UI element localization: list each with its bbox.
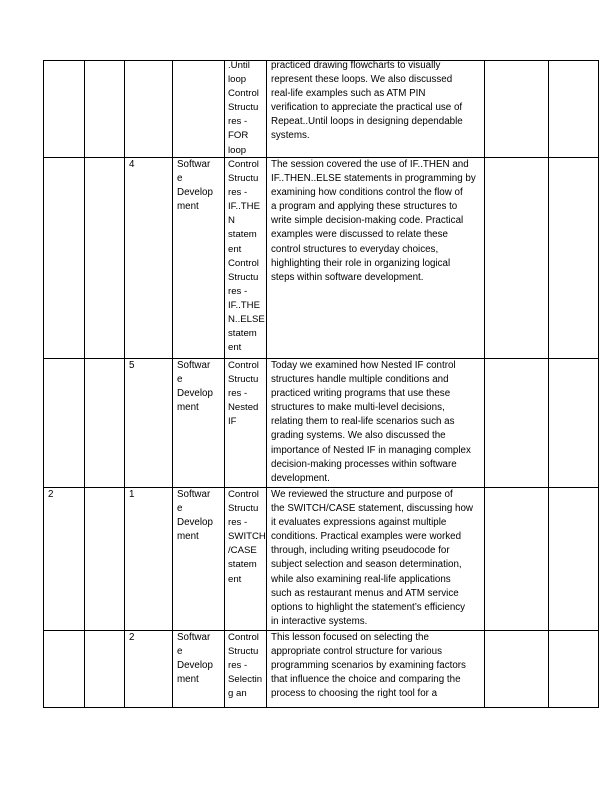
strand-cell xyxy=(173,359,225,488)
summary-text: This lesson focused on selecting the appropriate control structure for various programming scenarios by examining factors that influence the choice and comparing the process to choosing the right tool for a xyxy=(271,632,466,700)
blank-cell xyxy=(549,631,599,708)
blank-cell xyxy=(549,488,599,631)
blank-cell xyxy=(125,61,173,158)
week-number: 2 xyxy=(48,489,54,500)
blank-cell xyxy=(85,61,125,158)
blank-cell xyxy=(85,359,125,488)
lesson-number-cell xyxy=(125,631,173,708)
lesson-number-cell xyxy=(125,488,173,631)
strand-text: Softwar e Develop ment xyxy=(177,489,213,543)
lesson-number-cell xyxy=(125,158,173,359)
blank-cell xyxy=(549,158,599,359)
blank-cell xyxy=(85,631,125,708)
blank-cell xyxy=(44,158,85,359)
summary-text: The session covered the use of IF..THEN and IF..THEN..ELSE statements in programming by examining how conditions control the flow of a program and applying these structures to write simple decision-making code. Practical examples were discussed to relate these control structures to everyday choices, highlighting their role in organizing logical steps within software development. xyxy=(271,159,476,283)
blank-cell xyxy=(485,488,549,631)
lesson-number: 1 xyxy=(129,489,135,500)
blank-cell xyxy=(85,488,125,631)
blank-cell xyxy=(44,61,85,158)
lesson-number: 5 xyxy=(129,360,135,371)
topic-cell xyxy=(225,631,267,708)
topic-text: Control Structu res - SWITCH /CASE statem ent xyxy=(228,489,266,585)
topic-text: Control Structu res - IF..THE N statem ent Control Structu res - IF..THE N..ELSE statem ent xyxy=(228,159,265,354)
lesson-number: 2 xyxy=(129,632,135,643)
lesson-number: 4 xyxy=(129,159,135,170)
blank-cell xyxy=(549,61,599,158)
blank-cell xyxy=(485,61,549,158)
blank-cell xyxy=(485,158,549,359)
summary-text: Today we examined how Nested IF control structures handle multiple conditions and practiced writing programs that use these structures to make multi-level decisions, relating them to real-life scenarios such as grading systems. We also discussed the importance of Nested IF in managing complex decision-making processes within software development. xyxy=(271,360,471,484)
summary-cell xyxy=(267,61,485,158)
strand-text: Softwar e Develop ment xyxy=(177,159,213,213)
topic-text: Control Structu res - Selectin g an xyxy=(228,632,263,700)
topic-cell xyxy=(225,488,267,631)
summary-text: practiced drawing flowcharts to visually represent these loops. We also discussed real-life examples such as ATM PIN verification to appreciate the practical use of Repeat..Until loops in designing dependable systems. xyxy=(271,60,463,142)
blank-cell xyxy=(485,631,549,708)
week-cell xyxy=(44,488,85,631)
lesson-table xyxy=(43,60,599,708)
blank-cell xyxy=(549,359,599,488)
blank-cell xyxy=(485,359,549,488)
blank-cell xyxy=(44,359,85,488)
topic-cell xyxy=(225,61,267,158)
summary-cell xyxy=(267,158,485,359)
summary-cell xyxy=(267,631,485,708)
blank-cell xyxy=(85,158,125,359)
summary-text: We reviewed the structure and purpose of the SWITCH/CASE statement, discussing how it evaluates expressions against multiple conditions. Practical examples were worked through, including writing pseudocode for subject selection and season determination, while also examining real-life applications such as restaurant menus and ATM service options to highlight the statement’s efficiency in interactive systems. xyxy=(271,489,473,627)
strand-text: Softwar e Develop ment xyxy=(177,360,213,414)
topic-cell xyxy=(225,158,267,359)
strand-cell xyxy=(173,488,225,631)
strand-text: Softwar e Develop ment xyxy=(177,632,213,686)
blank-cell xyxy=(44,631,85,708)
blank-cell xyxy=(173,61,225,158)
summary-cell xyxy=(267,488,485,631)
topic-cell xyxy=(225,359,267,488)
topic-text: .Until loop Control Structu res - FOR loop xyxy=(228,60,259,156)
strand-cell xyxy=(173,158,225,359)
lesson-number-cell xyxy=(125,359,173,488)
topic-text: Control Structu res - Nested IF xyxy=(228,360,259,428)
summary-cell xyxy=(267,359,485,488)
strand-cell xyxy=(173,631,225,708)
